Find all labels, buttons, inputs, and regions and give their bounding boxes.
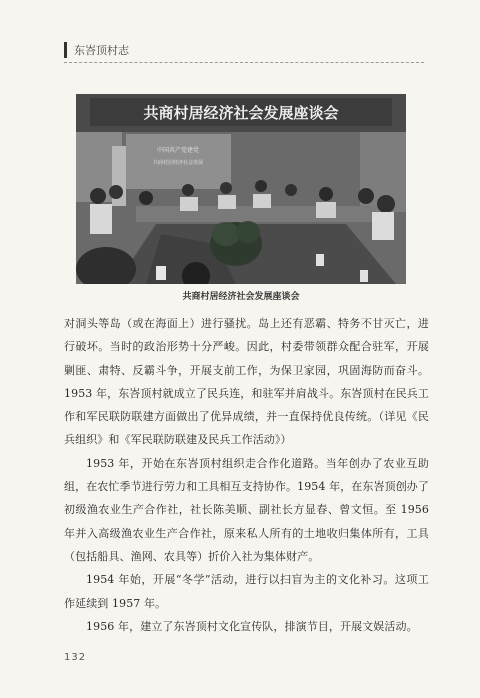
paragraph-2: 1953 年，开始在东峇顶村组织走合作化道路。当年创办了农业互助组，在农忙季节进行劳力和工具相互支持协作。1954 年，在东峇顶创办了初级渔农业生产合作社，社长陈美顺、副社长方显春、曾文恒。至 1956 年并入高级渔农业生产合作社，原来私人所有的土地收归集体所有，工具（包括船具、渔网、农具等）折价入社为集体财产。 <box>64 456 429 563</box>
photo-banner-text: 共商村居经济社会发展座谈会 <box>143 104 339 122</box>
photo-screen-line-2: 共商村居经济社会发展 <box>152 160 204 166</box>
paragraph-3: 1954 年始，开展“冬学”活动，进行以扫盲为主的文化补习。这项工作延续到 1957 年。 <box>64 573 429 610</box>
running-header <box>64 40 424 63</box>
photo-screen-line-1: 中国共产党建党 <box>156 147 200 154</box>
page-number: 132 <box>64 652 87 663</box>
body-text <box>64 312 429 638</box>
paragraph-4: 1956 年，建立了东峇顶村文化宣传队，排演节目，开展文娱活动。 <box>86 619 418 633</box>
meeting-photo <box>76 94 406 284</box>
photo-caption: 共商村居经济社会发展座谈会 <box>182 292 300 302</box>
header-accent-bar <box>64 42 67 58</box>
paragraph-1: 对洞头等岛（或在海面上）进行骚扰。岛上还有恶霸、特务不甘灭亡，进行破坏。当时的政治形势十分严峻。因此，村委带领群众配合驻军，开展剿匪、肃特、反霸斗争，开展支前工作，为保卫家园，巩固海防而奋斗。1953 年，东峇顶村就成立了民兵连，和驻军并肩战斗。东峇顶村在民兵工作和军民联防联建方面做出了优异成绩，并一直保持优良传统。（详见《民兵组织》和《军民联防联建及民兵工作活动》） <box>64 317 429 447</box>
header-title: 东峇顶村志 <box>74 44 129 57</box>
meeting-photo-illustration <box>76 94 406 284</box>
